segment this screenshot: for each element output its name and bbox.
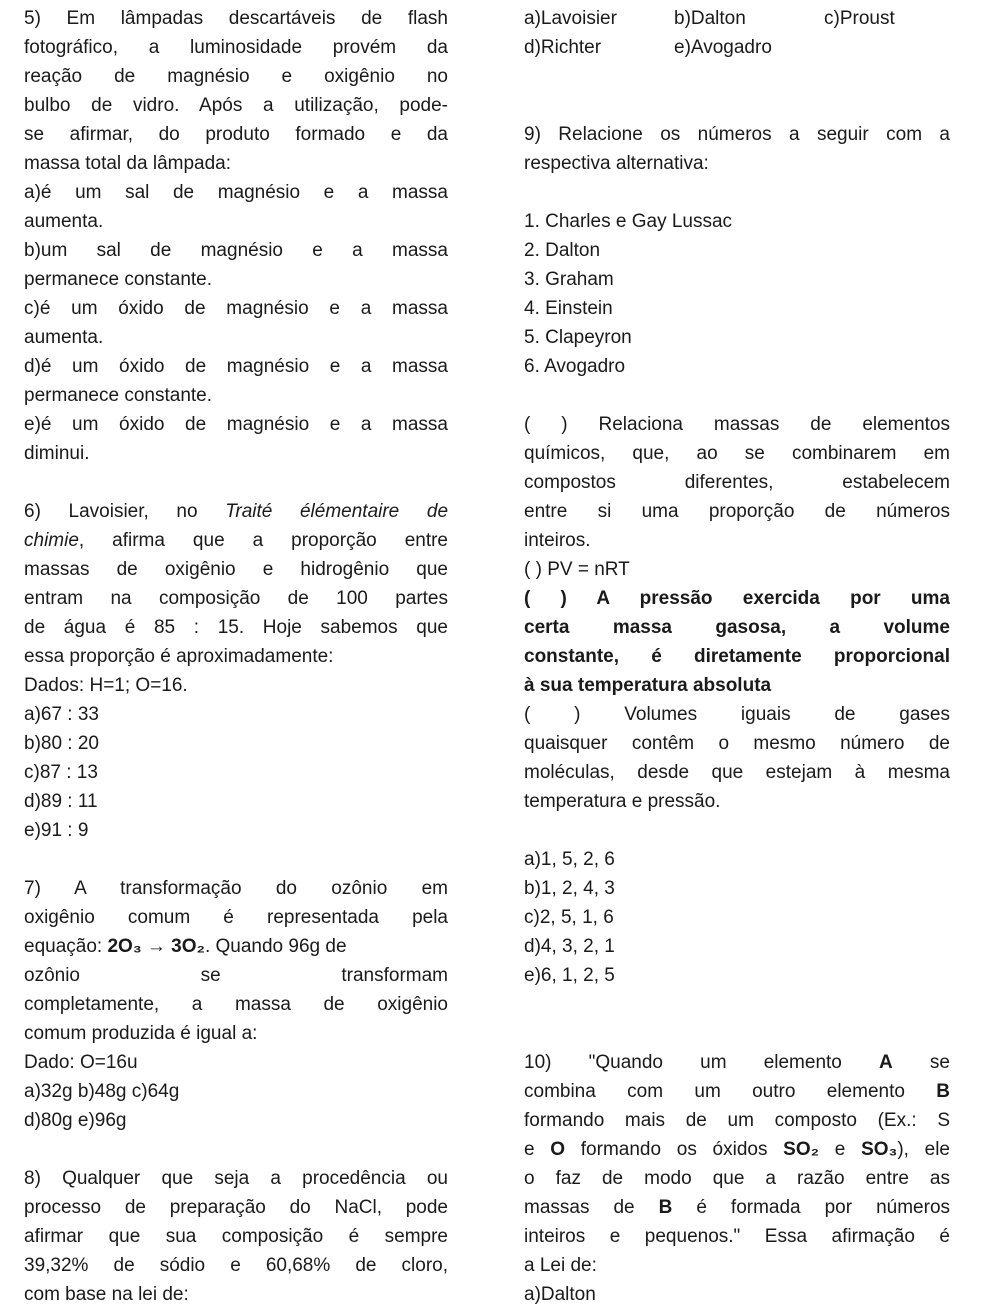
q9-list-item: 5. Clapeyron	[524, 327, 632, 348]
q10-line: a Lei de:	[524, 1255, 597, 1276]
q7-equation: 2O₃ → 3O₂	[107, 936, 205, 957]
q10-line: 10) "Quando um elemento A se	[524, 1052, 950, 1073]
q5-option-a: aumenta.	[24, 211, 104, 232]
q5-option-b: permanece constante.	[24, 269, 213, 290]
q7-options: a)32g b)48g c)64g	[24, 1081, 180, 1102]
q8-line: 8) Qualquer que seja a procedência ou	[24, 1168, 448, 1189]
q5-line: reação de magnésio e oxigênio no	[24, 66, 448, 87]
q6-line: chimie, afirma que a proporção entre	[24, 530, 448, 551]
q9-option-d: d)4, 3, 2, 1	[524, 936, 615, 957]
q7-line: ozônio se transformam	[24, 965, 448, 986]
q9-statement-3: constante, é diretamente proporcional	[524, 646, 950, 667]
q7-line: comum produzida é igual a:	[24, 1023, 258, 1044]
question-7	[24, 874, 448, 1135]
q9-statement-1: inteiros.	[524, 530, 591, 551]
q10-line: formando mais de um composto (Ex.: S	[524, 1110, 950, 1131]
q9-list-item: 1. Charles e Gay Lussac	[524, 211, 733, 232]
q8-option-a: a)Lavoisier	[524, 8, 617, 29]
q9-option-b: b)1, 2, 4, 3	[524, 878, 615, 899]
q8-option-d: d)Richter	[524, 37, 602, 58]
q10-option-a: a)Dalton	[524, 1284, 596, 1305]
q6-line: massas de oxigênio e hidrogênio que	[24, 559, 448, 580]
q9-statement-4: temperatura e pressão.	[524, 791, 721, 812]
q9-option-c: c)2, 5, 1, 6	[524, 907, 614, 928]
q7-line: equação: 2O₃ → 3O₂. Quando 96g de	[24, 936, 347, 957]
q6-line: de água é 85 : 15. Hoje sabemos que	[24, 617, 448, 638]
q5-option-e: e)é um óxido de magnésio e a massa	[24, 414, 448, 435]
q6-option-d: d)89 : 11	[24, 791, 98, 812]
q9-statement-4: quaisquer contêm o mesmo número de	[524, 733, 950, 754]
q9-line: 9) Relacione os números a seguir com a	[524, 124, 950, 145]
q10-line: inteiros e pequenos." Essa afirmação é	[524, 1226, 950, 1247]
q6-line: entram na composição de 100 partes	[24, 588, 448, 609]
q9-statement-3: certa massa gasosa, a volume	[524, 617, 950, 638]
q5-line: fotográfico, a luminosidade provém da	[24, 37, 448, 58]
q5-option-d: d)é um óxido de magnésio e a massa	[24, 356, 448, 377]
q5-line: se afirmar, do produto formado e da	[24, 124, 448, 145]
q6-option-e: e)91 : 9	[24, 820, 89, 841]
q6-line: essa proporção é aproximadamente:	[24, 646, 334, 667]
left-column	[24, 4, 448, 1309]
q9-option-a: a)1, 5, 2, 6	[524, 849, 615, 870]
question-10	[524, 1048, 950, 1309]
right-column	[524, 4, 950, 1309]
q8-option-e: e)Avogadro	[674, 37, 772, 58]
q6-option-a: a)67 : 33	[24, 704, 99, 725]
q6-option-c: c)87 : 13	[24, 762, 98, 783]
q5-option-c: c)é um óxido de magnésio e a massa	[24, 298, 448, 319]
q9-list-item: 2. Dalton	[524, 240, 601, 261]
q9-statement-4: ( ) Volumes iguais de gases	[524, 704, 950, 725]
q9-statement-1: entre si uma proporção de números	[524, 501, 950, 522]
q10-line: combina com um outro elemento B	[524, 1081, 950, 1102]
question-5	[24, 4, 448, 468]
question-6	[24, 497, 448, 845]
q7-options: d)80g e)96g	[24, 1110, 127, 1131]
q6-dados: Dados: H=1; O=16.	[24, 675, 188, 696]
q8-option-b: b)Dalton	[674, 8, 746, 29]
q9-statement-1: ( ) Relaciona massas de elementos	[524, 414, 950, 435]
q10-line: e O formando os óxidos SO₂ e SO₃), ele	[524, 1139, 950, 1160]
q9-line: respectiva alternativa:	[524, 153, 709, 174]
q6-line: 6) Lavoisier, no Traité élémentaire de	[24, 501, 448, 522]
q5-line: bulbo de vidro. Após a utilização, pode-	[24, 95, 448, 116]
q9-statement-1: químicos, que, ao se combinarem em	[524, 443, 950, 464]
q7-line: 7) A transformação do ozônio em	[24, 878, 448, 899]
q7-line: completamente, a massa de oxigênio	[24, 994, 448, 1015]
q9-list-item: 3. Graham	[524, 269, 614, 290]
q8-option-c: c)Proust	[824, 8, 895, 29]
q5-option-b: b)um sal de magnésio e a massa	[24, 240, 448, 261]
q9-option-e: e)6, 1, 2, 5	[524, 965, 615, 986]
q7-line: oxigênio comum é representada pela	[24, 907, 448, 928]
q5-option-e: diminui.	[24, 443, 90, 464]
q6-option-b: b)80 : 20	[24, 733, 99, 754]
q9-statement-4: moléculas, desde que estejam à mesma	[524, 762, 950, 783]
q8-line: 39,32% de sódio e 60,68% de cloro,	[24, 1255, 448, 1276]
q5-option-a: a)é um sal de magnésio e a massa	[24, 182, 448, 203]
q9-list-item: 4. Einstein	[524, 298, 613, 319]
question-8	[24, 1164, 448, 1309]
q9-statement-2: ( ) PV = nRT	[524, 559, 630, 580]
q5-option-c: aumenta.	[24, 327, 104, 348]
q5-line: 5) Em lâmpadas descartáveis de flash	[24, 8, 448, 29]
q9-list-item: 6. Avogadro	[524, 356, 626, 377]
q8-line: afirmar que sua composição é sempre	[24, 1226, 448, 1247]
q9-statement-1: compostos diferentes, estabelecem	[524, 472, 950, 493]
q8-line: com base na lei de:	[24, 1284, 189, 1305]
q9-statement-3: à sua temperatura absoluta	[524, 675, 772, 696]
q10-line: massas de B é formada por números	[524, 1197, 950, 1218]
question-9	[524, 120, 950, 990]
q9-statement-3: ( ) A pressão exercida por uma	[524, 588, 950, 609]
q5-option-d: permanece constante.	[24, 385, 213, 406]
q5-line: massa total da lâmpada:	[24, 153, 232, 174]
q10-line: o faz de modo que a razão entre as	[524, 1168, 950, 1189]
q8-line: processo de preparação do NaCl, pode	[24, 1197, 448, 1218]
q8-options	[524, 4, 950, 62]
q7-dado: Dado: O=16u	[24, 1052, 138, 1073]
